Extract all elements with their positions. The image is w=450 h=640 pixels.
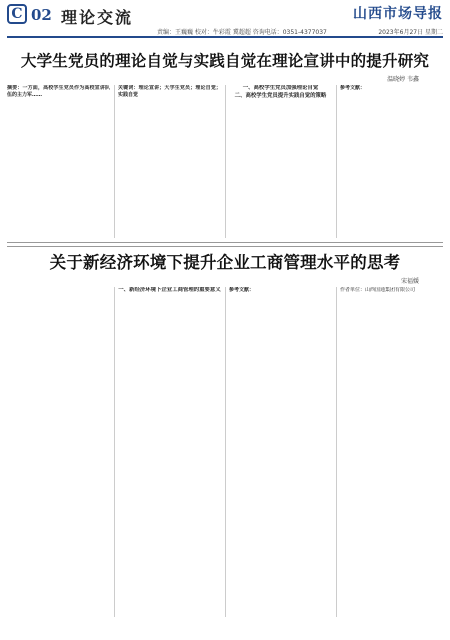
section-badge: C (7, 4, 27, 24)
article1-section-heading: 二、高校学生党员提升实践自觉的策略 (234, 92, 327, 99)
article2-byline: 宋福媛 (400, 278, 419, 285)
article1-references-title: 参考文献： (340, 85, 366, 91)
paper-name: 山西市场导报 (353, 6, 443, 22)
article1-body (7, 85, 443, 238)
article2-section-heading: 一、新经济环境下企业工商管理的重要意义 (118, 287, 221, 293)
masthead (7, 0, 443, 38)
page-number: 02 (31, 6, 52, 24)
article1-byline: 温晓婷 韦鑫 (387, 76, 419, 83)
article2-body (7, 287, 443, 617)
article1-keywords: 关键词：理论宣讲；大学生党员；理论自觉；实践自觉 (118, 85, 221, 98)
article2-author-unit: 作者单位：山西国通集团有限公司 (340, 287, 416, 293)
section-name: 理论交流 (61, 8, 134, 27)
issue-date: 2023年6月27日 星期二 (378, 29, 443, 36)
article1-abstract: 摘要：一方面，高校学生党员作为高校宣讲队伍的主力军…… (7, 85, 110, 98)
article2-references-title: 参考文献： (229, 287, 255, 293)
article1-title: 大学生党员的理论自觉与实践自觉在理论宣讲中的提升研究 (20, 51, 430, 70)
article-divider (7, 242, 443, 247)
article1-section-heading: 一、高校学生党员加强理论自觉 (242, 85, 319, 91)
staff-line: 责编：王巍巍 校对：牛彩霞 冀超超 咨询电话：0351-4377037 (157, 29, 327, 36)
article2-title: 关于新经济环境下提升企业工商管理水平的思考 (49, 253, 401, 272)
